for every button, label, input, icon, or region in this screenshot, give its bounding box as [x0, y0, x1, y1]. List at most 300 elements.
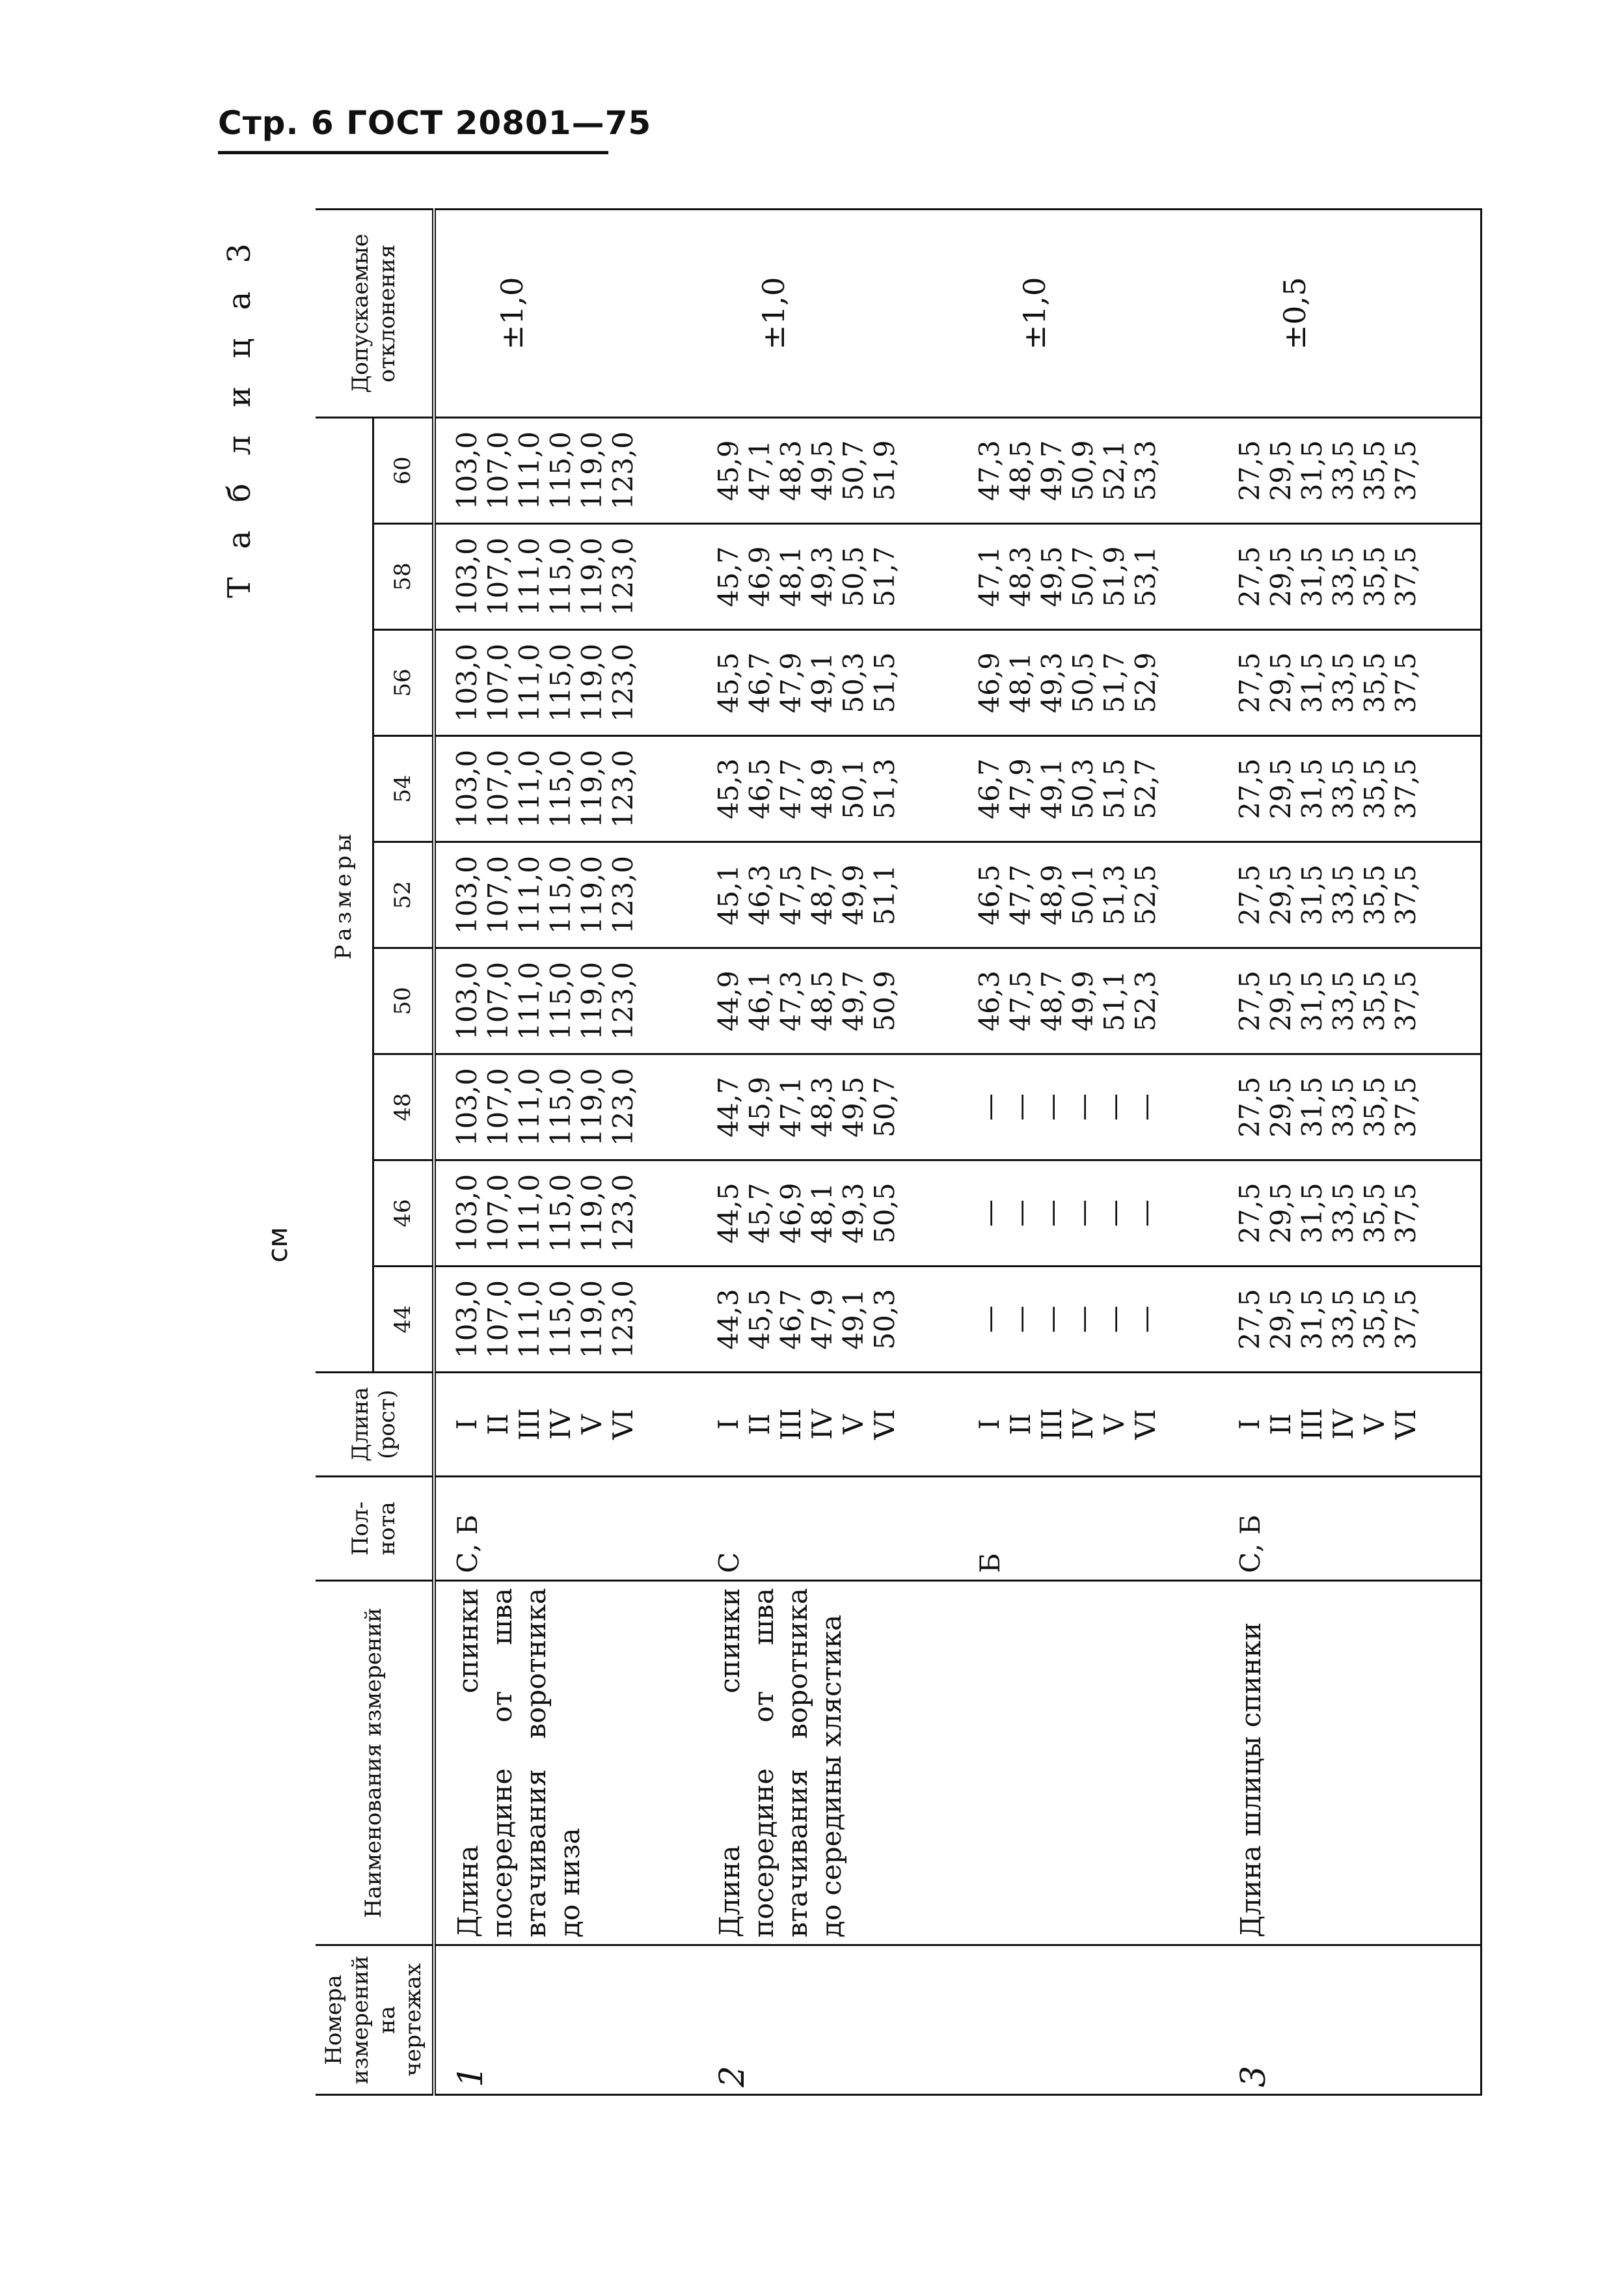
- value: 115,0: [545, 643, 577, 722]
- value: 111,0: [513, 855, 546, 935]
- value: 51,9: [868, 440, 900, 501]
- value: 31,5: [1296, 1183, 1329, 1244]
- value: 47,3: [973, 440, 1005, 501]
- value: —: [973, 1199, 1005, 1227]
- value: 27,5: [1234, 758, 1266, 819]
- value: 52,1: [1098, 440, 1130, 501]
- value: 46,9: [774, 1183, 807, 1244]
- fullness-value: С: [697, 1477, 958, 1581]
- table-caption: Т а б л и ц а 3: [221, 234, 258, 598]
- value: 48,5: [805, 970, 838, 1032]
- value: I: [712, 1419, 744, 1430]
- value: 37,5: [1390, 758, 1422, 819]
- header-rule: [218, 151, 608, 154]
- size-50-values-values: [713, 955, 900, 1047]
- value: 33,5: [1327, 1183, 1360, 1244]
- table-row: [434, 210, 697, 2095]
- value: —: [1098, 1093, 1130, 1121]
- size-58-values-values: [1234, 531, 1422, 622]
- height-list-values: [974, 1380, 1161, 1469]
- value: 33,5: [1327, 546, 1360, 607]
- height-list-values: [1234, 1380, 1422, 1469]
- value: 50,3: [837, 652, 869, 713]
- value: 50,9: [868, 970, 900, 1032]
- value: 48,5: [1004, 440, 1036, 501]
- size-52-values: [434, 842, 697, 948]
- value: 33,5: [1327, 440, 1360, 501]
- value: 29,5: [1265, 970, 1297, 1032]
- value: 103,0: [451, 1173, 483, 1253]
- size-46-values-values: [1234, 1168, 1422, 1259]
- header-name: Наименования измерений: [316, 1581, 434, 1945]
- value: 48,1: [1004, 652, 1036, 713]
- value: 46,3: [743, 864, 776, 925]
- value: 37,5: [1390, 652, 1422, 713]
- value: —: [1035, 1093, 1068, 1121]
- value: 119,0: [576, 749, 608, 829]
- value: 51,9: [1098, 546, 1130, 607]
- value: 107,0: [482, 961, 515, 1041]
- size-60-values-values: [1234, 425, 1422, 516]
- value: 35,5: [1359, 1183, 1391, 1244]
- value: 45,9: [712, 440, 744, 501]
- value: 37,5: [1390, 1183, 1422, 1244]
- value: 123,0: [607, 643, 640, 722]
- size-50-values-values: [974, 955, 1161, 1047]
- value: 31,5: [1296, 758, 1329, 819]
- size-46-values-values: [713, 1168, 900, 1259]
- value: 49,3: [1035, 652, 1068, 713]
- size-46-values: [958, 1160, 1219, 1267]
- value: 119,0: [576, 643, 608, 722]
- value: 50,5: [1066, 652, 1099, 713]
- size-52-values-values: [1234, 849, 1422, 940]
- value: 35,5: [1359, 1289, 1391, 1350]
- size-54-values: [434, 736, 697, 842]
- value: 29,5: [1265, 758, 1297, 819]
- size-44-values-values: [713, 1274, 900, 1365]
- size-48: 48: [373, 1054, 434, 1160]
- size-58: 58: [373, 524, 434, 630]
- value: 51,7: [868, 546, 900, 607]
- value: 103,0: [451, 855, 483, 935]
- table-row: [697, 210, 958, 2095]
- value: 111,0: [513, 1173, 546, 1253]
- value: 29,5: [1265, 1076, 1297, 1138]
- size-52-values: [697, 842, 958, 948]
- value: 53,1: [1129, 546, 1161, 607]
- value: 107,0: [482, 855, 515, 935]
- value: —: [1129, 1199, 1161, 1227]
- size-50-values: [958, 948, 1219, 1054]
- value: 50,5: [837, 546, 869, 607]
- size-60-values: [1219, 418, 1481, 524]
- size-46: 46: [373, 1160, 434, 1267]
- value: 35,5: [1359, 546, 1391, 607]
- tolerance-value: ±1,0: [958, 210, 1219, 418]
- value: 33,5: [1327, 970, 1360, 1032]
- size-44-values-values: [1234, 1274, 1422, 1365]
- size-56-values: [697, 630, 958, 736]
- value: 29,5: [1265, 1183, 1297, 1244]
- value: —: [973, 1093, 1005, 1121]
- tolerance-value: ±1,0: [434, 210, 697, 418]
- value: 103,0: [451, 1280, 483, 1359]
- value: 119,0: [576, 537, 608, 616]
- value: 35,5: [1359, 758, 1391, 819]
- value: VI: [868, 1409, 900, 1440]
- value: 50,5: [868, 1183, 900, 1244]
- value: 35,5: [1359, 1076, 1391, 1138]
- value: 31,5: [1296, 1076, 1329, 1138]
- value: 47,5: [1004, 970, 1036, 1032]
- size-44-values-values: [974, 1274, 1161, 1365]
- value: 47,9: [774, 652, 807, 713]
- value: III: [513, 1408, 546, 1441]
- value: 47,5: [774, 864, 807, 925]
- value: IV: [805, 1409, 838, 1440]
- header-tolerance: Допускаемые отклонения: [316, 210, 434, 418]
- size-56-values-values: [974, 637, 1161, 728]
- value: 45,5: [712, 652, 744, 713]
- value: 44,7: [712, 1076, 744, 1138]
- value: 49,3: [805, 546, 838, 607]
- value: II: [1004, 1413, 1036, 1436]
- value: 115,0: [545, 1173, 577, 1253]
- value: IV: [1327, 1409, 1360, 1440]
- value: 50,1: [1066, 864, 1099, 925]
- size-58-values: [434, 524, 697, 630]
- value: 45,5: [743, 1289, 776, 1350]
- value: V: [1098, 1414, 1130, 1434]
- value: 107,0: [482, 431, 515, 510]
- value: —: [1004, 1093, 1036, 1121]
- value: II: [743, 1413, 776, 1436]
- value: 27,5: [1234, 1076, 1266, 1138]
- value: 47,7: [1004, 864, 1036, 925]
- value: 29,5: [1265, 440, 1297, 501]
- value: 45,9: [743, 1076, 776, 1138]
- size-46-values: [1219, 1160, 1481, 1267]
- value: —: [1066, 1093, 1099, 1121]
- value: 107,0: [482, 1067, 515, 1147]
- value: V: [1359, 1414, 1391, 1434]
- size-54-values-values: [974, 743, 1161, 834]
- size-46-values: [434, 1160, 697, 1267]
- value: 48,3: [1004, 546, 1036, 607]
- value: 103,0: [451, 961, 483, 1041]
- value: 111,0: [513, 537, 546, 616]
- value: 123,0: [607, 537, 640, 616]
- value: V: [576, 1414, 608, 1434]
- size-60-values: [434, 418, 697, 524]
- value: 50,3: [1066, 758, 1099, 819]
- size-46-values-values: [452, 1168, 639, 1259]
- value: 49,1: [837, 1289, 869, 1350]
- table-row: [1219, 210, 1481, 2095]
- value: 107,0: [482, 749, 515, 829]
- value: 50,7: [837, 440, 869, 501]
- tolerance-value: ±1,0: [697, 210, 958, 418]
- value: 53,3: [1129, 440, 1161, 501]
- value: 123,0: [607, 1173, 640, 1253]
- value: 27,5: [1234, 1183, 1266, 1244]
- size-56-values-values: [713, 637, 900, 728]
- fullness-value: С, Б: [1219, 1477, 1481, 1581]
- size-58-values-values: [713, 531, 900, 622]
- value: 119,0: [576, 855, 608, 935]
- value: 46,7: [743, 652, 776, 713]
- value: 115,0: [545, 1280, 577, 1359]
- value: 45,7: [743, 1183, 776, 1244]
- value: 51,7: [1098, 652, 1130, 713]
- value: —: [1129, 1093, 1161, 1121]
- value: 103,0: [451, 537, 483, 616]
- fullness-value: Б: [958, 1477, 1219, 1581]
- value: 119,0: [576, 431, 608, 510]
- value: 103,0: [451, 749, 483, 829]
- value: 119,0: [576, 1280, 608, 1359]
- size-44-values: [697, 1267, 958, 1373]
- value: —: [1035, 1306, 1068, 1333]
- value: 52,9: [1129, 652, 1161, 713]
- value: 119,0: [576, 961, 608, 1041]
- size-56-values: [1219, 630, 1481, 736]
- value: 45,3: [712, 758, 744, 819]
- value: 46,1: [743, 970, 776, 1032]
- size-50-values: [1219, 948, 1481, 1054]
- value: 49,5: [1035, 546, 1068, 607]
- value: 51,3: [1098, 864, 1130, 925]
- value: 115,0: [545, 855, 577, 935]
- value: 107,0: [482, 537, 515, 616]
- size-54-values: [1219, 736, 1481, 842]
- size-58-values: [1219, 524, 1481, 630]
- unit-label: см: [262, 1227, 293, 1263]
- value: 48,1: [774, 546, 807, 607]
- height-list: [434, 1373, 697, 1477]
- size-58-values-values: [452, 531, 639, 622]
- value: 46,5: [743, 758, 776, 819]
- value: 44,9: [712, 970, 744, 1032]
- value: 46,7: [774, 1289, 807, 1350]
- page-header: Стр. 6 ГОСТ 20801—75: [218, 104, 652, 142]
- value: —: [1004, 1199, 1036, 1227]
- value: 48,3: [774, 440, 807, 501]
- value: 45,7: [712, 546, 744, 607]
- value: 107,0: [482, 1173, 515, 1253]
- size-46-values-values: [974, 1168, 1161, 1259]
- size-44-values: [1219, 1267, 1481, 1373]
- value: 46,3: [973, 970, 1005, 1032]
- size-56-values-values: [1234, 637, 1422, 728]
- size-60-values-values: [452, 425, 639, 516]
- measurement-name: Длина шлицы спинки: [1219, 1581, 1481, 1945]
- value: 111,0: [513, 1067, 546, 1147]
- size-56-values: [958, 630, 1219, 736]
- value: 48,9: [805, 758, 838, 819]
- value: 31,5: [1296, 1289, 1329, 1350]
- value: 107,0: [482, 1280, 515, 1359]
- size-54-values: [958, 736, 1219, 842]
- value: 52,5: [1129, 864, 1161, 925]
- value: 51,1: [868, 864, 900, 925]
- size-52: 52: [373, 842, 434, 948]
- value: 27,5: [1234, 1289, 1266, 1350]
- value: 37,5: [1390, 970, 1422, 1032]
- value: 37,5: [1390, 546, 1422, 607]
- size-50-values: [434, 948, 697, 1054]
- size-58-values: [697, 524, 958, 630]
- value: 103,0: [451, 431, 483, 510]
- size-52-values-values: [452, 849, 639, 940]
- measurements-table: [316, 208, 1441, 2096]
- size-48-values: [1219, 1054, 1481, 1160]
- value: 111,0: [513, 643, 546, 722]
- value: 48,7: [1035, 970, 1068, 1032]
- size-48-values: [697, 1054, 958, 1160]
- value: 33,5: [1327, 652, 1360, 713]
- value: 123,0: [607, 749, 640, 829]
- value: —: [1035, 1199, 1068, 1227]
- value: 115,0: [545, 431, 577, 510]
- value: 46,9: [743, 546, 776, 607]
- value: VI: [1390, 1409, 1422, 1440]
- value: 51,5: [1098, 758, 1130, 819]
- value: 31,5: [1296, 440, 1329, 501]
- value: 29,5: [1265, 864, 1297, 925]
- value: 52,7: [1129, 758, 1161, 819]
- size-60: 60: [373, 418, 434, 524]
- size-50: 50: [373, 948, 434, 1054]
- value: 49,5: [805, 440, 838, 501]
- size-44: 44: [373, 1267, 434, 1373]
- value: 37,5: [1390, 864, 1422, 925]
- size-48-values-values: [452, 1062, 639, 1153]
- value: 103,0: [451, 1067, 483, 1147]
- value: 31,5: [1296, 652, 1329, 713]
- value: 31,5: [1296, 864, 1329, 925]
- value: 111,0: [513, 1280, 546, 1359]
- value: 51,1: [1098, 970, 1130, 1032]
- value: 49,5: [837, 1076, 869, 1138]
- value: 35,5: [1359, 652, 1391, 713]
- value: 115,0: [545, 1067, 577, 1147]
- value: 33,5: [1327, 1076, 1360, 1138]
- value: 123,0: [607, 855, 640, 935]
- value: 50,9: [1066, 440, 1099, 501]
- size-46-values: [697, 1160, 958, 1267]
- size-56-values-values: [452, 637, 639, 728]
- value: 103,0: [451, 643, 483, 722]
- value: 123,0: [607, 1067, 640, 1147]
- value: 27,5: [1234, 440, 1266, 501]
- value: 27,5: [1234, 652, 1266, 713]
- header-sizes: Размеры: [316, 418, 373, 1373]
- value: 49,7: [837, 970, 869, 1032]
- height-list: [697, 1373, 958, 1477]
- value: 48,3: [805, 1076, 838, 1138]
- value: 44,3: [712, 1289, 744, 1350]
- value: 111,0: [513, 961, 546, 1041]
- size-52-values-values: [713, 849, 900, 940]
- header-number: Номера измерений на чертежах: [316, 1945, 434, 2095]
- value: 29,5: [1265, 652, 1297, 713]
- value: I: [1234, 1419, 1266, 1430]
- value: II: [482, 1413, 515, 1436]
- size-52-values-values: [974, 849, 1161, 940]
- size-54-values-values: [713, 743, 900, 834]
- value: I: [973, 1419, 1005, 1430]
- size-56-values: [434, 630, 697, 736]
- size-48-values-values: [713, 1062, 900, 1153]
- value: 111,0: [513, 749, 546, 829]
- value: 35,5: [1359, 440, 1391, 501]
- size-44-values: [958, 1267, 1219, 1373]
- header-length: Длина (рост): [316, 1373, 434, 1477]
- size-44-values: [434, 1267, 697, 1373]
- value: 29,5: [1265, 546, 1297, 607]
- measurement-name: Длина спинки посередине от шва втачивания воротника до низа: [434, 1581, 697, 1945]
- fullness-value: С, Б: [434, 1477, 697, 1581]
- value: 27,5: [1234, 546, 1266, 607]
- size-52-values: [1219, 842, 1481, 948]
- value: —: [1004, 1306, 1036, 1333]
- value: 51,5: [868, 652, 900, 713]
- value: —: [1066, 1199, 1099, 1227]
- size-58-values-values: [974, 531, 1161, 622]
- rotated-table-block: [221, 208, 1457, 2096]
- value: 115,0: [545, 961, 577, 1041]
- value: 33,5: [1327, 758, 1360, 819]
- value: 115,0: [545, 749, 577, 829]
- value: III: [1035, 1408, 1068, 1441]
- size-60-values: [697, 418, 958, 524]
- value: 31,5: [1296, 970, 1329, 1032]
- value: III: [1296, 1408, 1329, 1441]
- value: 52,3: [1129, 970, 1161, 1032]
- value: 46,9: [973, 652, 1005, 713]
- size-48-values-values: [974, 1062, 1161, 1153]
- value: —: [1129, 1306, 1161, 1333]
- value: 27,5: [1234, 970, 1266, 1032]
- size-52-values: [958, 842, 1219, 948]
- measurement-name: Длина спинки посередине от шва втачивания воротника до середины хлястика: [697, 1581, 1219, 1945]
- value: 47,1: [774, 1076, 807, 1138]
- value: 49,3: [837, 1183, 869, 1244]
- value: 47,7: [774, 758, 807, 819]
- value: 49,7: [1035, 440, 1068, 501]
- value: 46,7: [973, 758, 1005, 819]
- value: III: [774, 1408, 807, 1441]
- value: 49,9: [837, 864, 869, 925]
- size-54: 54: [373, 736, 434, 842]
- value: 47,3: [774, 970, 807, 1032]
- value: II: [1265, 1413, 1297, 1436]
- value: 29,5: [1265, 1289, 1297, 1350]
- height-list: [1219, 1373, 1481, 1477]
- size-54-values-values: [452, 743, 639, 834]
- size-60-values-values: [974, 425, 1161, 516]
- size-54-values-values: [1234, 743, 1422, 834]
- value: 115,0: [545, 537, 577, 616]
- size-60-values-values: [713, 425, 900, 516]
- value: V: [837, 1414, 869, 1434]
- height-list: [958, 1373, 1219, 1477]
- value: 51,3: [868, 758, 900, 819]
- height-list-values: [713, 1380, 900, 1469]
- value: —: [1098, 1199, 1130, 1227]
